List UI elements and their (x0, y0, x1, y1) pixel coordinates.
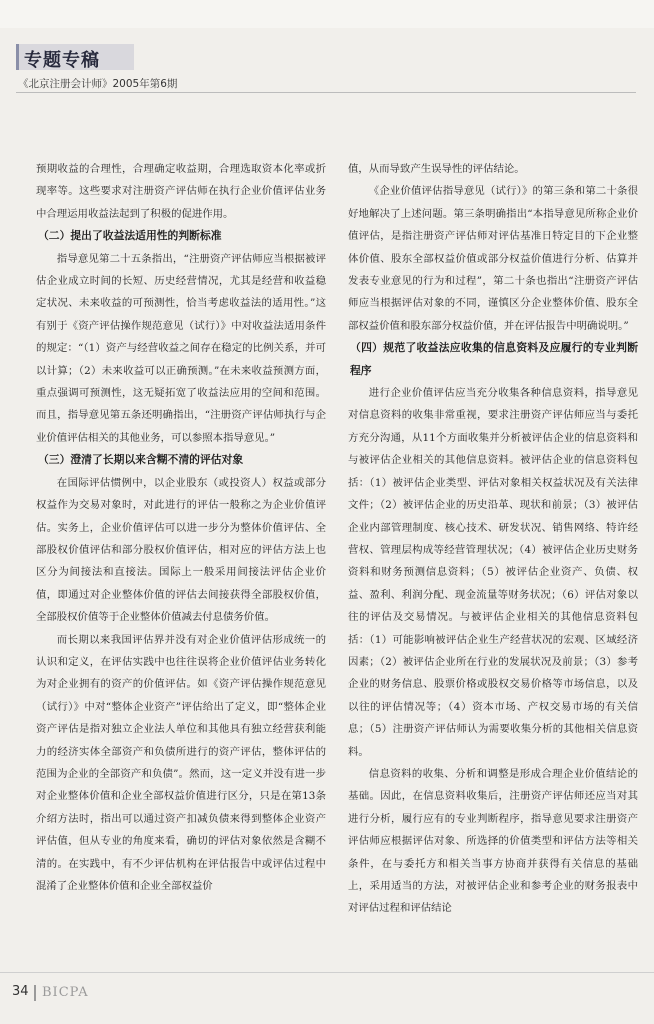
subheading: （二）提出了收益法适用性的判断标准 (38, 229, 222, 243)
left-column (36, 158, 326, 897)
right-column (348, 158, 638, 920)
paragraph: 预期收益的合理性，合理确定收益期，合理选取资本化率或折现率等。这些要求对注册资产评估师在执行企业价值评估业务中合理运用收益法起到了积极的促进作用。 (36, 163, 326, 220)
issue-line: 《北京注册会计师》2005年第6期 (18, 78, 178, 90)
paragraph: 进行企业价值评估应当充分收集各种信息资料，指导意见对信息资料的收集非常重视，要求注册资产评估师应当与委托方充分沟通，从11个方面收集并分析被评估企业的信息资料和与被评估企业相关的其他信息资料。被评估企业的信息资料包括：（1）被评估企业类型、评估对象相关权益状况及有关法律文件；（2）被评估企业的历史沿革、现状和前景；（3）被评估企业内部管理制度、核心技术、研发状况、销售网络、特许经营权、管理层构成等经营管理状况；（4）被评估企业历史财务资料和财务预测信息资料；（5）被评估企业资产、负债、权益、盈利、利润分配、现金流量等财务状况；（6）评估对象以往的评估及交易情况。与被评估企业相关的其他信息资料包括：（1）可能影响被评估企业生产经营状况的宏观、区域经济因素；（2）被评估企业所在行业的发展状况及前景；（3）参考企业的财务信息、股票价格或股权交易价格等市场信息，以及以往的评估情况等；（4）资本市场、产权交易市场的有关信息；（5）注册资产评估师认为需要收集分析的其他相关信息资料。 (348, 387, 638, 758)
page-number: 34 (12, 984, 29, 999)
header-divider (16, 92, 636, 93)
journal-mark: BICPA (42, 985, 89, 1000)
subheading: （四）规范了收益法应收集的信息资料及应履行的专业判断程序 (350, 341, 638, 377)
page-top-band (0, 0, 654, 28)
paragraph: 信息资料的收集、分析和调整是形成合理企业价值结论的基础。因此，在信息资料收集后，注册资产评估师还应当对其进行分析，履行应有的专业判断程序，指导意见要求注册资产评估师应根据评估对象、所选择的价值类型和评估方法等相关条件，在与委托方和相关当事方协商并获得有关信息的基础上，采用适当的方法，对被评估企业和参考企业的财务报表中对评估过程和评估结论 (348, 767, 638, 915)
section-title: 专题专稿 (24, 50, 100, 71)
subheading: （三）澄清了长期以来含糊不清的评估对象 (38, 453, 244, 467)
footer-divider (0, 972, 654, 973)
paragraph: 《企业价值评估指导意见（试行）》的第三条和第二十条很好地解决了上述问题。第三条明确指出“本指导意见所称企业价值评估，是指注册资产评估师对评估基准日特定目的下企业整体价值、股东全部权益价值或部分权益价值进行分析、估算并发表专业意见的行为和过程”，第二十条也指出“注册资产评估师应当根据评估对象的不同，谨慎区分企业整体价值、股东全部权益价值和股东部分权益价值，并在评估报告中明确说明。” (348, 185, 638, 332)
paragraph: 指导意见第二十五条指出，“注册资产评估师应当根据被评估企业成立时间的长短、历史经营情况，尤其是经营和收益稳定状况、未来收益的可预测性，恰当考虑收益法的适用性。”这有别于《资产评估操作规范意见（试行）》中对收益法适用条件的规定：“（1）资产与经营收益之间存在稳定的比例关系，并可以计算；（2）未来收益可以正确预测。”在未来收益预测方面，重点强调可预测性，这无疑拓宽了收益法应用的空间和范围。而且，指导意见第五条还明确指出，“注册资产评估师执行与企业价值评估相关的其他业务，可以参照本指导意见。” (36, 252, 326, 444)
footer-bar (34, 985, 36, 1001)
paragraph: 值，从而导致产生误导性的评估结论。 (348, 163, 525, 175)
paragraph: 而长期以来我国评估界并没有对企业价值评估形成统一的认识和定义，在评估实践中也往往误将企业价值评估业务转化为对企业拥有的资产的价值评估。如《资产评估操作规范意见（试行）》中对“整体企业资产”评估给出了定义，即“整体企业资产评估是指对独立企业法人单位和其他具有独立经营获利能力的经济实体全部资产和负债所进行的资产评估，整体评估的范围为企业的全部资产和负债”。然而，这一定义并没有进一步对企业整体价值和企业全部权益价值进行区分，只是在第13条介绍方法时，指出可以通过资产扣减负债来得到整体企业资产评估值，但从专业的角度来看，确切的评估对象依然是含糊不清的。在实践中，有不少评估机构在评估报告中或评估过程中混淆了企业整体价值和企业全部权益价 (36, 633, 326, 892)
paragraph: 在国际评估惯例中，以企业股东（或投资人）权益或部分权益作为交易对象时，对此进行的评估一般称之为企业价值评估。实务上，企业价值评估可以进一步分为整体价值评估、全部股权价值评估和部分股权价值评估，相对应的评估方法上也区分为间接法和直接法。国际上一般采用间接法评估企业价值，即通过对企业整体价值的评估去间接获得全部股权价值，全部股权价值等于企业整体价值减去付息债务价值。 (36, 476, 326, 624)
